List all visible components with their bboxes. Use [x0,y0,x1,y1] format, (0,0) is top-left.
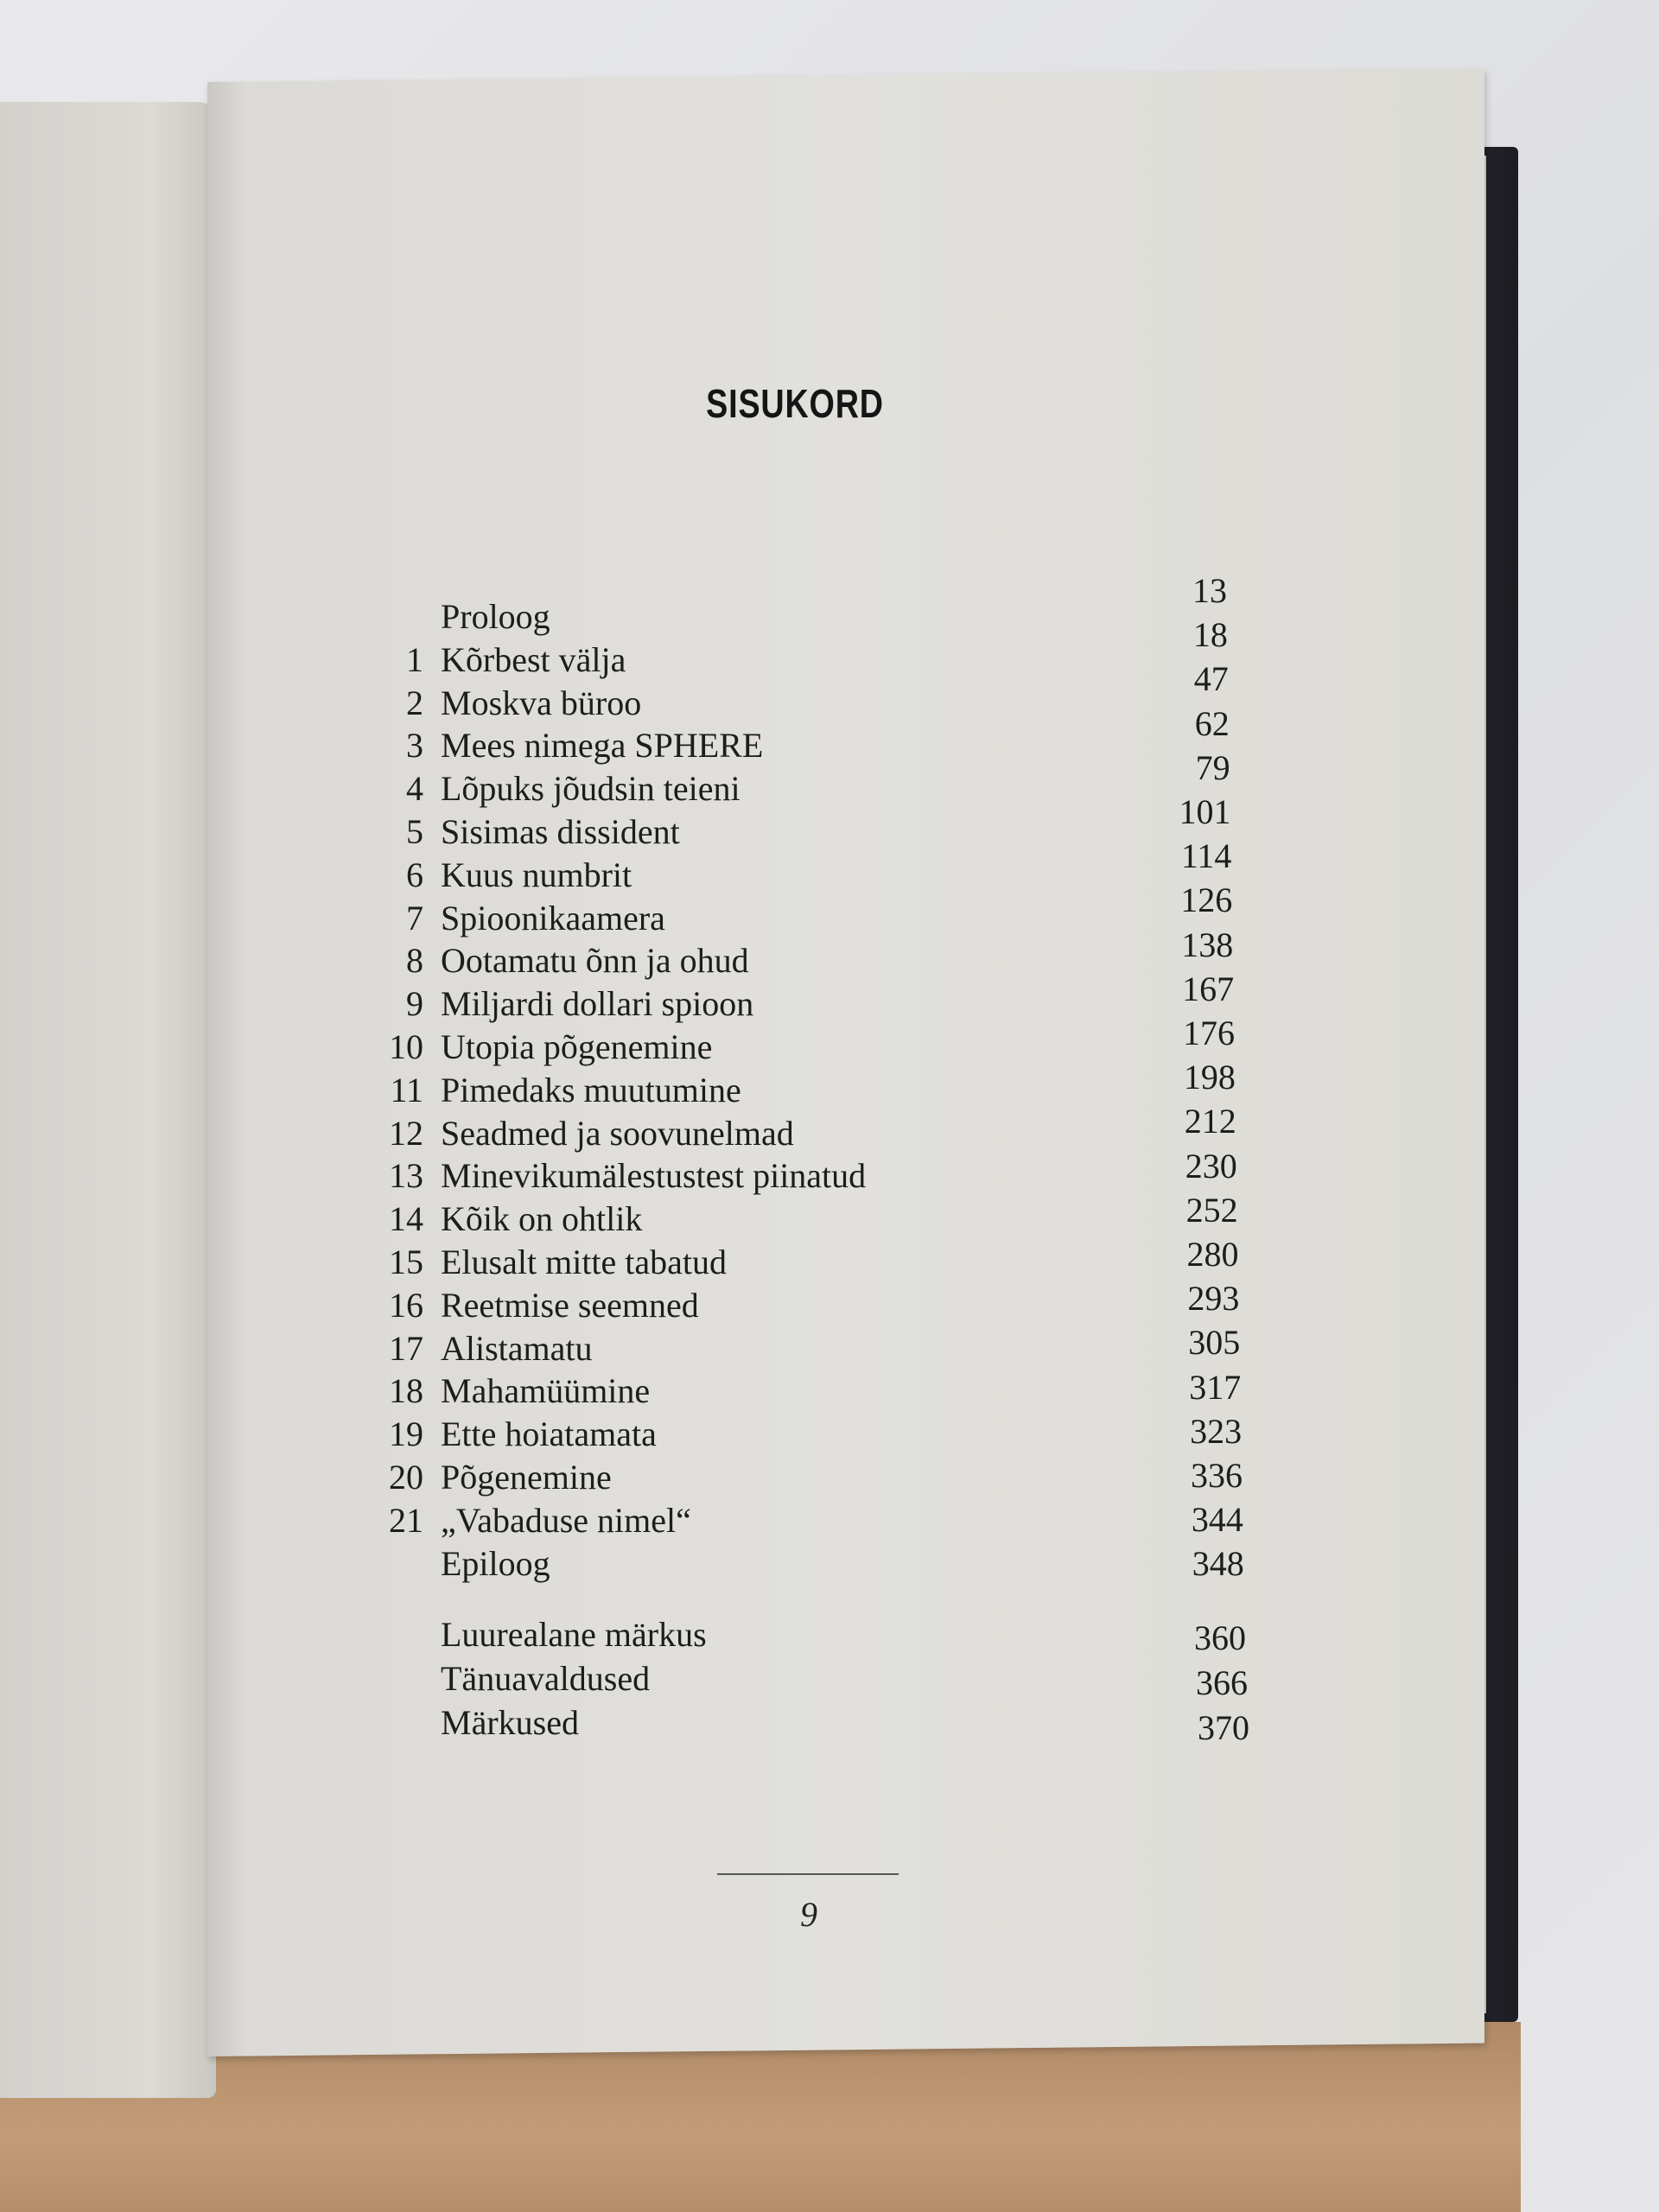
chapter-title: Miljardi dollari spioon [441,984,754,1024]
footer-rule [717,1873,899,1875]
chapter-title: Utopia põgenemine [441,1027,713,1066]
chapter-page: 336 [1191,1456,1243,1495]
chapter-number: 19 [389,1414,423,1454]
chapter-page: 138 [1181,925,1234,964]
chapter-number: 3 [406,726,423,766]
chapter-number: 17 [389,1328,423,1368]
chapter-page: 167 [1182,969,1235,1008]
chapter-title: Reetmise seemned [441,1285,699,1325]
chapter-title: Spioonikaamera [441,898,665,938]
chapter-page: 114 [1180,836,1232,876]
chapter-page: 212 [1184,1102,1236,1141]
chapter-title: Sisimas dissident [441,812,680,851]
chapter-title: „Vabaduse nimel“ [441,1500,691,1540]
back-matter-title: Tänuavaldused [441,1659,651,1698]
chapter-title: Minevikumälestustest piinatud [441,1156,867,1196]
chapter-title: Põgenemine [441,1458,612,1497]
chapter-number: 13 [389,1156,423,1196]
chapter-title: Moskva büroo [441,683,642,722]
chapter-number: 5 [406,812,423,851]
chapter-title: Seadmed ja soovunelmad [441,1113,794,1153]
chapter-title: Ette hoiatamata [441,1414,657,1454]
chapter-page: 280 [1186,1235,1239,1274]
chapter-title: Elusalt mitte tabatud [441,1243,728,1281]
chapter-title: Proloog [441,597,550,636]
chapter-page: 293 [1187,1279,1240,1319]
chapter-page: 101 [1179,792,1231,831]
chapter-page: 126 [1180,880,1233,920]
chapter-number: 10 [389,1027,423,1066]
chapter-number: 1 [406,639,423,679]
chapter-title: Pimedaks muutumine [441,1070,741,1109]
page-number: 9 [800,1895,817,1934]
chapter-page: 198 [1183,1058,1236,1097]
chapter-title: Kuus numbrit [441,855,632,894]
chapter-page: 305 [1188,1323,1241,1363]
chapter-page: 13 [1192,571,1227,610]
chapter-number: 15 [389,1243,423,1281]
chapter-title: Ootamatu õnn ja ohud [441,941,749,981]
chapter-number: 4 [406,769,423,809]
chapter-title: Mahamüümine [441,1371,651,1411]
chapter-page: 176 [1183,1014,1235,1052]
chapter-number: 18 [389,1371,423,1411]
chapter-number: 20 [389,1458,423,1497]
back-matter-title: Märkused [441,1703,579,1742]
chapter-page: 344 [1191,1500,1243,1540]
chapter-number: 14 [389,1199,423,1239]
toc-heading: SISUKORD [706,381,884,426]
chapter-page: 230 [1185,1146,1237,1185]
back-matter-page: 360 [1194,1618,1246,1657]
chapter-page: 62 [1194,703,1230,743]
chapter-number: 7 [406,898,423,938]
back-matter-title: Luurealane märkus [441,1615,707,1654]
chapter-page: 317 [1189,1367,1242,1407]
chapter-title: Mees nimega SPHERE [441,726,764,766]
chapter-title: Kõik on ohtlik [441,1199,643,1239]
chapter-page: 79 [1195,747,1230,787]
chapter-number: 16 [389,1285,423,1325]
chapter-number: 9 [406,984,423,1024]
chapter-title: Alistamatu [441,1328,593,1368]
chapter-title: Lõpuks jõudsin teieni [441,769,741,809]
chapter-title: Epiloog [441,1543,550,1583]
chapter-number: 6 [406,855,423,894]
chapter-page: 348 [1192,1544,1244,1584]
chapter-number: 21 [389,1500,423,1540]
chapter-page: 252 [1185,1190,1238,1230]
chapter-title: Kõrbest välja [441,639,626,679]
back-matter-page: 370 [1198,1708,1249,1747]
back-matter-page: 366 [1196,1663,1248,1702]
chapter-page: 18 [1192,615,1228,655]
chapter-number: 12 [389,1113,423,1153]
chapter-number: 2 [406,683,423,722]
chapter-number: 11 [390,1070,423,1109]
chapter-number: 8 [406,941,423,981]
chapter-page: 323 [1190,1411,1243,1451]
chapter-page: 47 [1193,659,1229,699]
